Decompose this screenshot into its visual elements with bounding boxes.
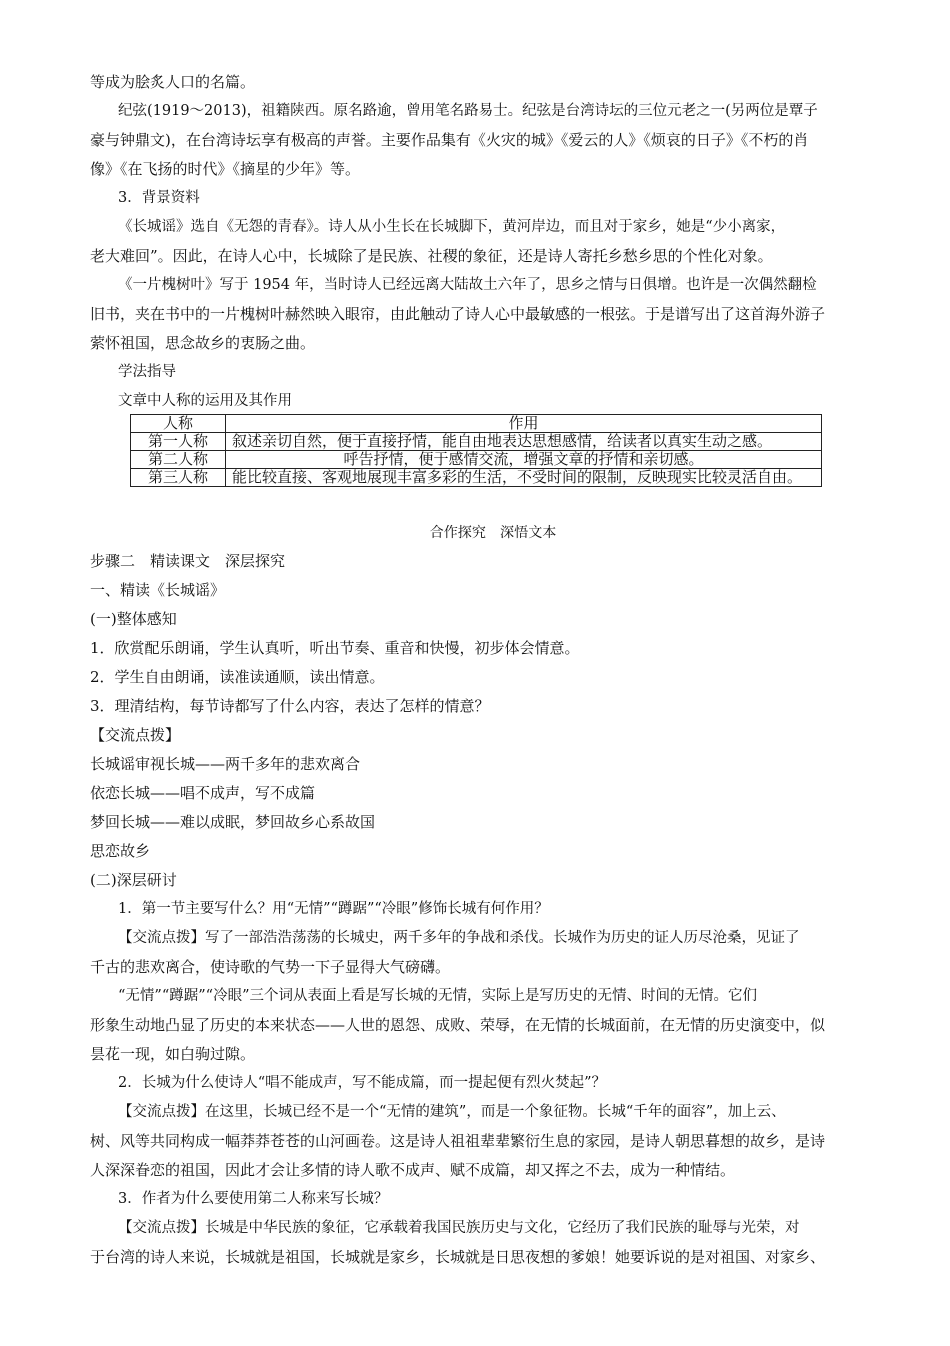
answer-line: “无情”“蹲踞”“冷眼”三个词从表面上看是写长城的无情，实际上是写历史的无情、时间的无情。它们: [118, 988, 757, 1004]
list-item: 1．欣赏配乐朗诵，学生认真听，听出节奏、重音和快慢，初步体会情意。: [90, 639, 580, 657]
table-header-cell: 作用: [226, 415, 822, 433]
background-line: 旧书，夹在书中的一片槐树叶赫然映入眼帘，由此触动了诗人心中最敏感的一根弦。于是谱写出了这首海外游子: [90, 305, 826, 323]
answer-line: 【交流点拨】在这里，长城已经不是一个“无情的建筑”，而是一个象征物。长城“千年的面容”，加上云、: [118, 1104, 786, 1120]
section-title: 合作探究 深悟文本: [429, 525, 557, 541]
table-header-cell: 人称: [131, 415, 226, 433]
question-line: 2．长城为什么使诗人“唱不能成声，写不能成篇，而一提起便有烈火焚起”？: [118, 1075, 607, 1091]
question-line: 1．第一节主要写什么？用“无情”“蹲踞”“冷眼”修饰长城有何作用？: [118, 901, 549, 917]
answer-line: 【交流点拨】长城是中华民族的象征，它承载着我国民族历史与文化，它经历了我们民族的耻辱与光荣，对: [118, 1220, 800, 1236]
step-heading: 步骤二 精读课文 深层探究: [90, 552, 286, 570]
structure-line: 依恋长城——唱不成声，写不成篇: [90, 784, 316, 802]
background-line: 《一片槐树叶》写于 1954 年，当时诗人已经远离大陆故土六年了，思乡之情与日俱增。也许是一次偶然翻检: [118, 277, 817, 293]
subsection-heading: (一)整体感知: [90, 610, 177, 628]
background-line: 《长城谣》选自《无怨的青春》。诗人从小生长在长城脚下，黄河岸边，而且对于家乡，她是“少小离家，: [118, 219, 786, 235]
answer-line: 于台湾的诗人来说，长城就是祖国，长城就是家乡，长城就是日思夜想的爹娘！她要诉说的是对祖国、对家乡、: [90, 1248, 826, 1266]
question-line: 3．作者为什么要使用第二人称来写长城？: [118, 1191, 389, 1207]
author-intro-line: 纪弦(1919～2013)，祖籍陕西。原名路逾，曾用笔名路易士。纪弦是台湾诗坛的三位元老之一(另两位是覃子: [118, 103, 818, 119]
section-heading: 3．背景资料: [118, 190, 200, 206]
background-line: 老大难回”。因此，在诗人心中，长城除了是民族、社稷的象征，还是诗人寄托乡愁乡思的个性化对象。: [90, 247, 773, 265]
author-intro-line: 像》《在飞扬的时代》《摘星的少年》等。: [90, 160, 361, 178]
section-heading: 一、精读《长城谣》: [90, 581, 226, 599]
list-item: 2．学生自由朗诵，读准读通顺，读出情意。: [90, 668, 385, 686]
table-cell: 第一人称: [131, 433, 226, 451]
answer-line: 树、风等共同构成一幅莽莽苍苍的山河画卷。这是诗人祖祖辈辈繁衍生息的家园，是诗人朝思暮想的故乡，是诗: [90, 1132, 826, 1150]
hint-label: 【交流点拨】: [90, 726, 181, 744]
table-caption: 文章中人称的运用及其作用: [118, 393, 292, 409]
table-cell: 第三人称: [131, 469, 226, 487]
structure-line: 长城谣审视长城——两千多年的悲欢离合: [90, 755, 361, 773]
person-usage-table: [130, 414, 822, 487]
subsection-heading: (二)深层研讨: [90, 871, 177, 889]
answer-line: 形象生动地凸显了历史的本来状态——人世的恩怨、成败、荣辱，在无情的长城面前，在无情的历史演变中，似: [90, 1016, 826, 1034]
table-row: [131, 451, 822, 469]
table-cell: 呼告抒情，便于感情交流，增强文章的抒情和亲切感。: [226, 451, 822, 469]
structure-line: 思恋故乡: [90, 842, 151, 860]
paragraph-line: 等成为脍炙人口的名篇。: [90, 73, 256, 91]
background-line: 萦怀祖国，思念故乡的衷肠之曲。: [90, 334, 316, 352]
author-intro-line: 豪与钟鼎文)，在台湾诗坛享有极高的声誉。主要作品集有《火灾的城》《爱云的人》《烦哀的日子》《不朽的肖: [90, 131, 809, 149]
answer-line: 昙花一现，如白驹过隙。: [90, 1045, 256, 1063]
section-heading: 学法指导: [118, 364, 176, 380]
table-row: [131, 469, 822, 487]
table-cell: 叙述亲切自然，便于直接抒情，能自由地表达思想感情，给读者以真实生动之感。: [226, 433, 822, 451]
answer-line: 千古的悲欢离合，使诗歌的气势一下子显得大气磅礴。: [90, 958, 451, 976]
table-row: [131, 433, 822, 451]
table-header-row: [131, 415, 822, 433]
table-cell: 能比较直接、客观地展现丰富多彩的生活，不受时间的限制，反映现实比较灵活自由。: [226, 469, 822, 487]
table-cell: 第二人称: [131, 451, 226, 469]
answer-line: 【交流点拨】写了一部浩浩荡荡的长城史，两千多年的争战和杀伐。长城作为历史的证人历尽沧桑，见证了: [118, 930, 800, 946]
list-item: 3．理清结构，每节诗都写了什么内容，表达了怎样的情意？: [90, 697, 490, 715]
structure-line: 梦回长城——难以成眠，梦回故乡心系故国: [90, 813, 376, 831]
answer-line: 人深深眷恋的祖国，因此才会让多情的诗人歌不成声、赋不成篇，却又挥之不去，成为一种情结。: [90, 1161, 736, 1179]
